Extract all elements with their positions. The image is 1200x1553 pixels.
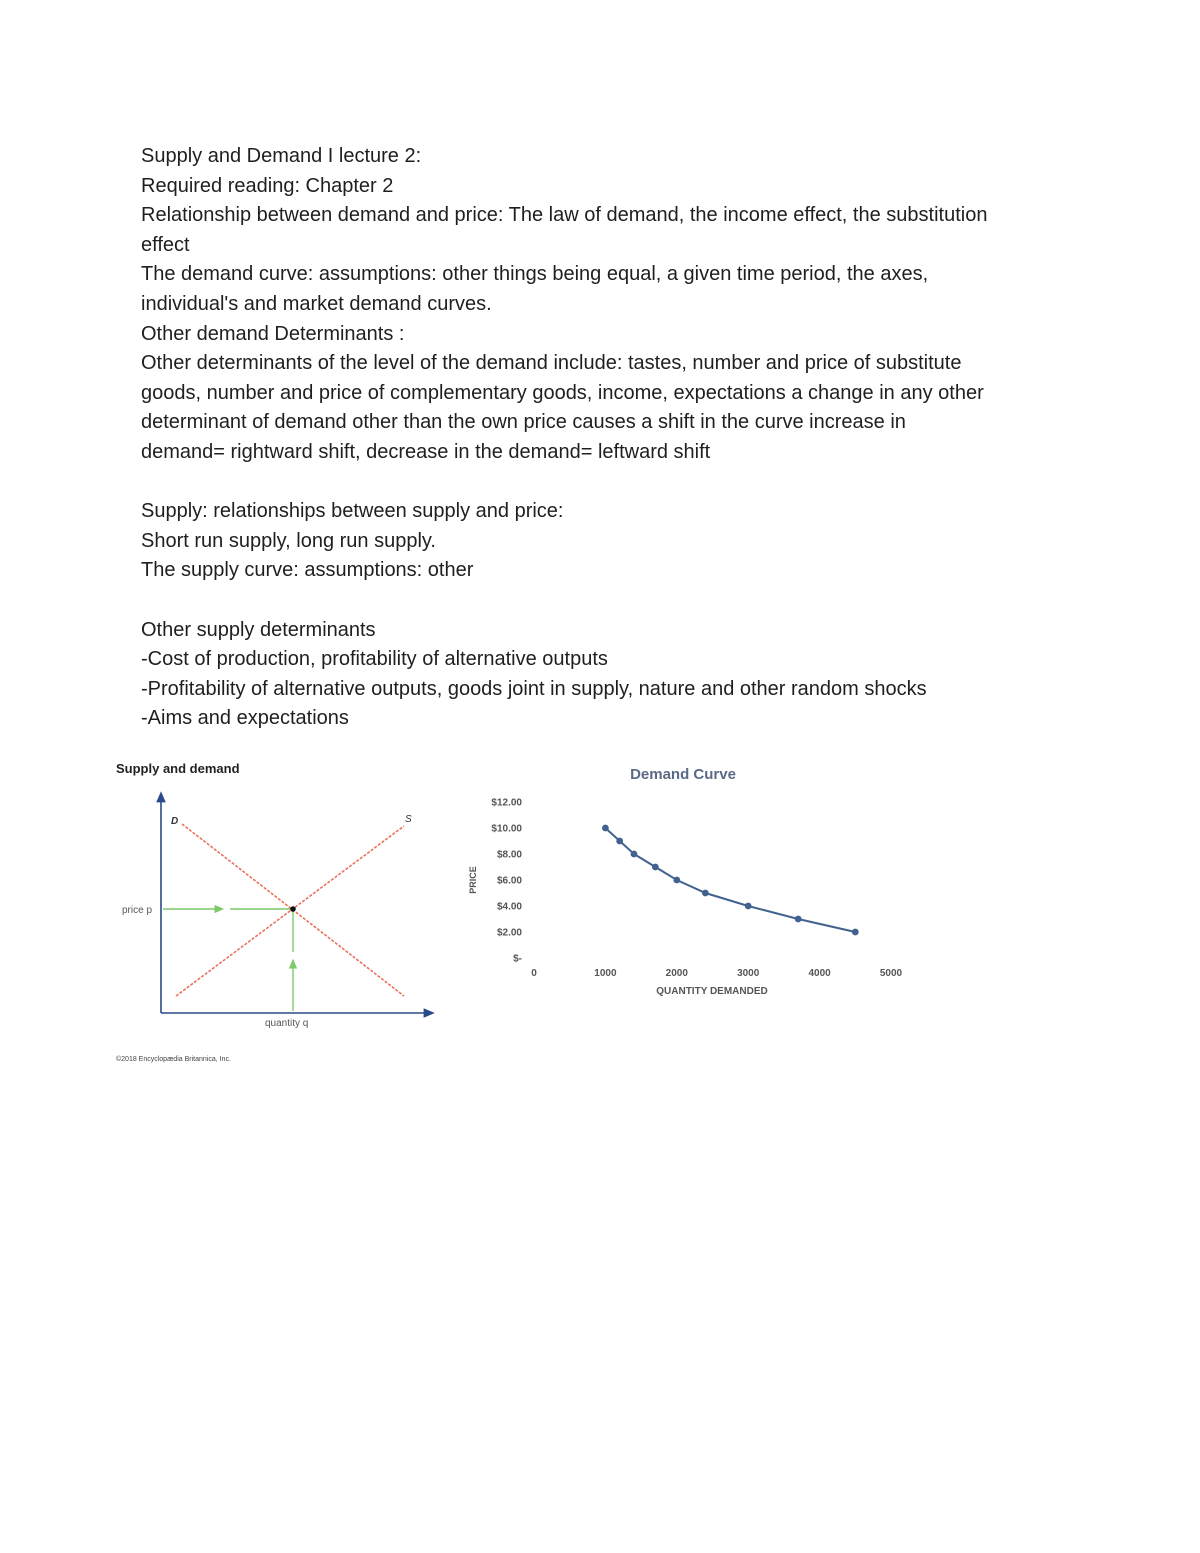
data-point xyxy=(616,838,623,845)
y-tick-label: $2.00 xyxy=(496,927,522,939)
data-point xyxy=(852,929,859,936)
lecture-notes xyxy=(141,142,1071,734)
y-tick-label: $10.00 xyxy=(491,823,522,835)
data-point xyxy=(702,890,709,897)
chart-title: Demand Curve xyxy=(630,766,736,783)
supply-demand-diagram xyxy=(112,756,442,1071)
data-point xyxy=(673,877,680,884)
data-point xyxy=(602,825,609,832)
notes-line: The demand curve: assumptions: other things being equal, a given time period, the axes, xyxy=(141,263,929,286)
x-axis-label: QUANTITY DEMANDED xyxy=(656,986,768,997)
diagram-title: Supply and demand xyxy=(116,761,240,776)
notes-line: goods, number and price of complementary goods, income, expectations a change in any other xyxy=(141,381,984,404)
supply-curve xyxy=(176,826,404,996)
bullet-item: -Cost of production, profitability of alternative outputs xyxy=(141,648,608,671)
y-tick-label: $4.00 xyxy=(496,901,522,913)
notes-line: effect xyxy=(141,233,190,256)
y-tick-label: $- xyxy=(513,953,522,965)
x-tick-labels xyxy=(531,968,902,979)
demand-label: D xyxy=(171,816,179,827)
required-reading: Required reading: Chapter 2 xyxy=(141,174,394,197)
notes-line: Other determinants of the level of the demand include: tastes, number and price of substitute xyxy=(141,352,962,375)
y-tick-label: $6.00 xyxy=(496,875,522,887)
data-points xyxy=(602,825,859,936)
section-heading: Other demand Determinants : xyxy=(141,322,405,345)
section-heading: Other supply determinants xyxy=(141,618,376,641)
x-tick-label: 4000 xyxy=(808,968,831,979)
x-tick-label: 0 xyxy=(531,968,537,979)
x-tick-label: 5000 xyxy=(879,968,903,979)
demand-curve-chart xyxy=(458,756,918,1006)
demand-line xyxy=(605,828,855,932)
notes-line: determinant of demand other than the own price causes a shift in the curve increase in xyxy=(141,411,906,434)
x-tick-label: 1000 xyxy=(594,968,617,979)
notes-line: individual's and market demand curves. xyxy=(141,292,492,315)
notes-line: Relationship between demand and price: The law of demand, the income effect, the substitution xyxy=(141,204,988,227)
notes-line: Supply: relationships between supply and price: xyxy=(141,500,564,523)
bullet-item: -Profitability of alternative outputs, goods joint in supply, nature and other random shocks xyxy=(141,677,927,700)
supply-label: S xyxy=(405,814,412,825)
equilibrium-point xyxy=(290,906,296,912)
y-axis-label: PRICE xyxy=(468,866,478,894)
data-point xyxy=(652,864,659,871)
notes-line: Short run supply, long run supply. xyxy=(141,529,436,552)
notes-title: Supply and Demand I lecture 2: xyxy=(141,145,422,167)
x-tick-label: 2000 xyxy=(665,968,688,979)
notes-line: The supply curve: assumptions: other xyxy=(141,559,474,582)
data-point xyxy=(631,851,638,858)
x-tick-label: 3000 xyxy=(737,968,760,979)
notes-line: demand= rightward shift, decrease in the demand= leftward shift xyxy=(141,440,711,463)
data-point xyxy=(745,903,752,910)
copyright-credit: ©2018 Encyclopædia Britannica, Inc. xyxy=(116,1056,231,1063)
y-tick-label: $12.00 xyxy=(491,797,522,809)
y-tick-labels xyxy=(491,798,522,965)
quantity-label: quantity q xyxy=(265,1018,309,1029)
price-label: price p xyxy=(122,905,153,916)
y-tick-label: $8.00 xyxy=(496,849,522,861)
bullet-item: -Aims and expectations xyxy=(141,707,349,730)
data-point xyxy=(795,916,802,923)
